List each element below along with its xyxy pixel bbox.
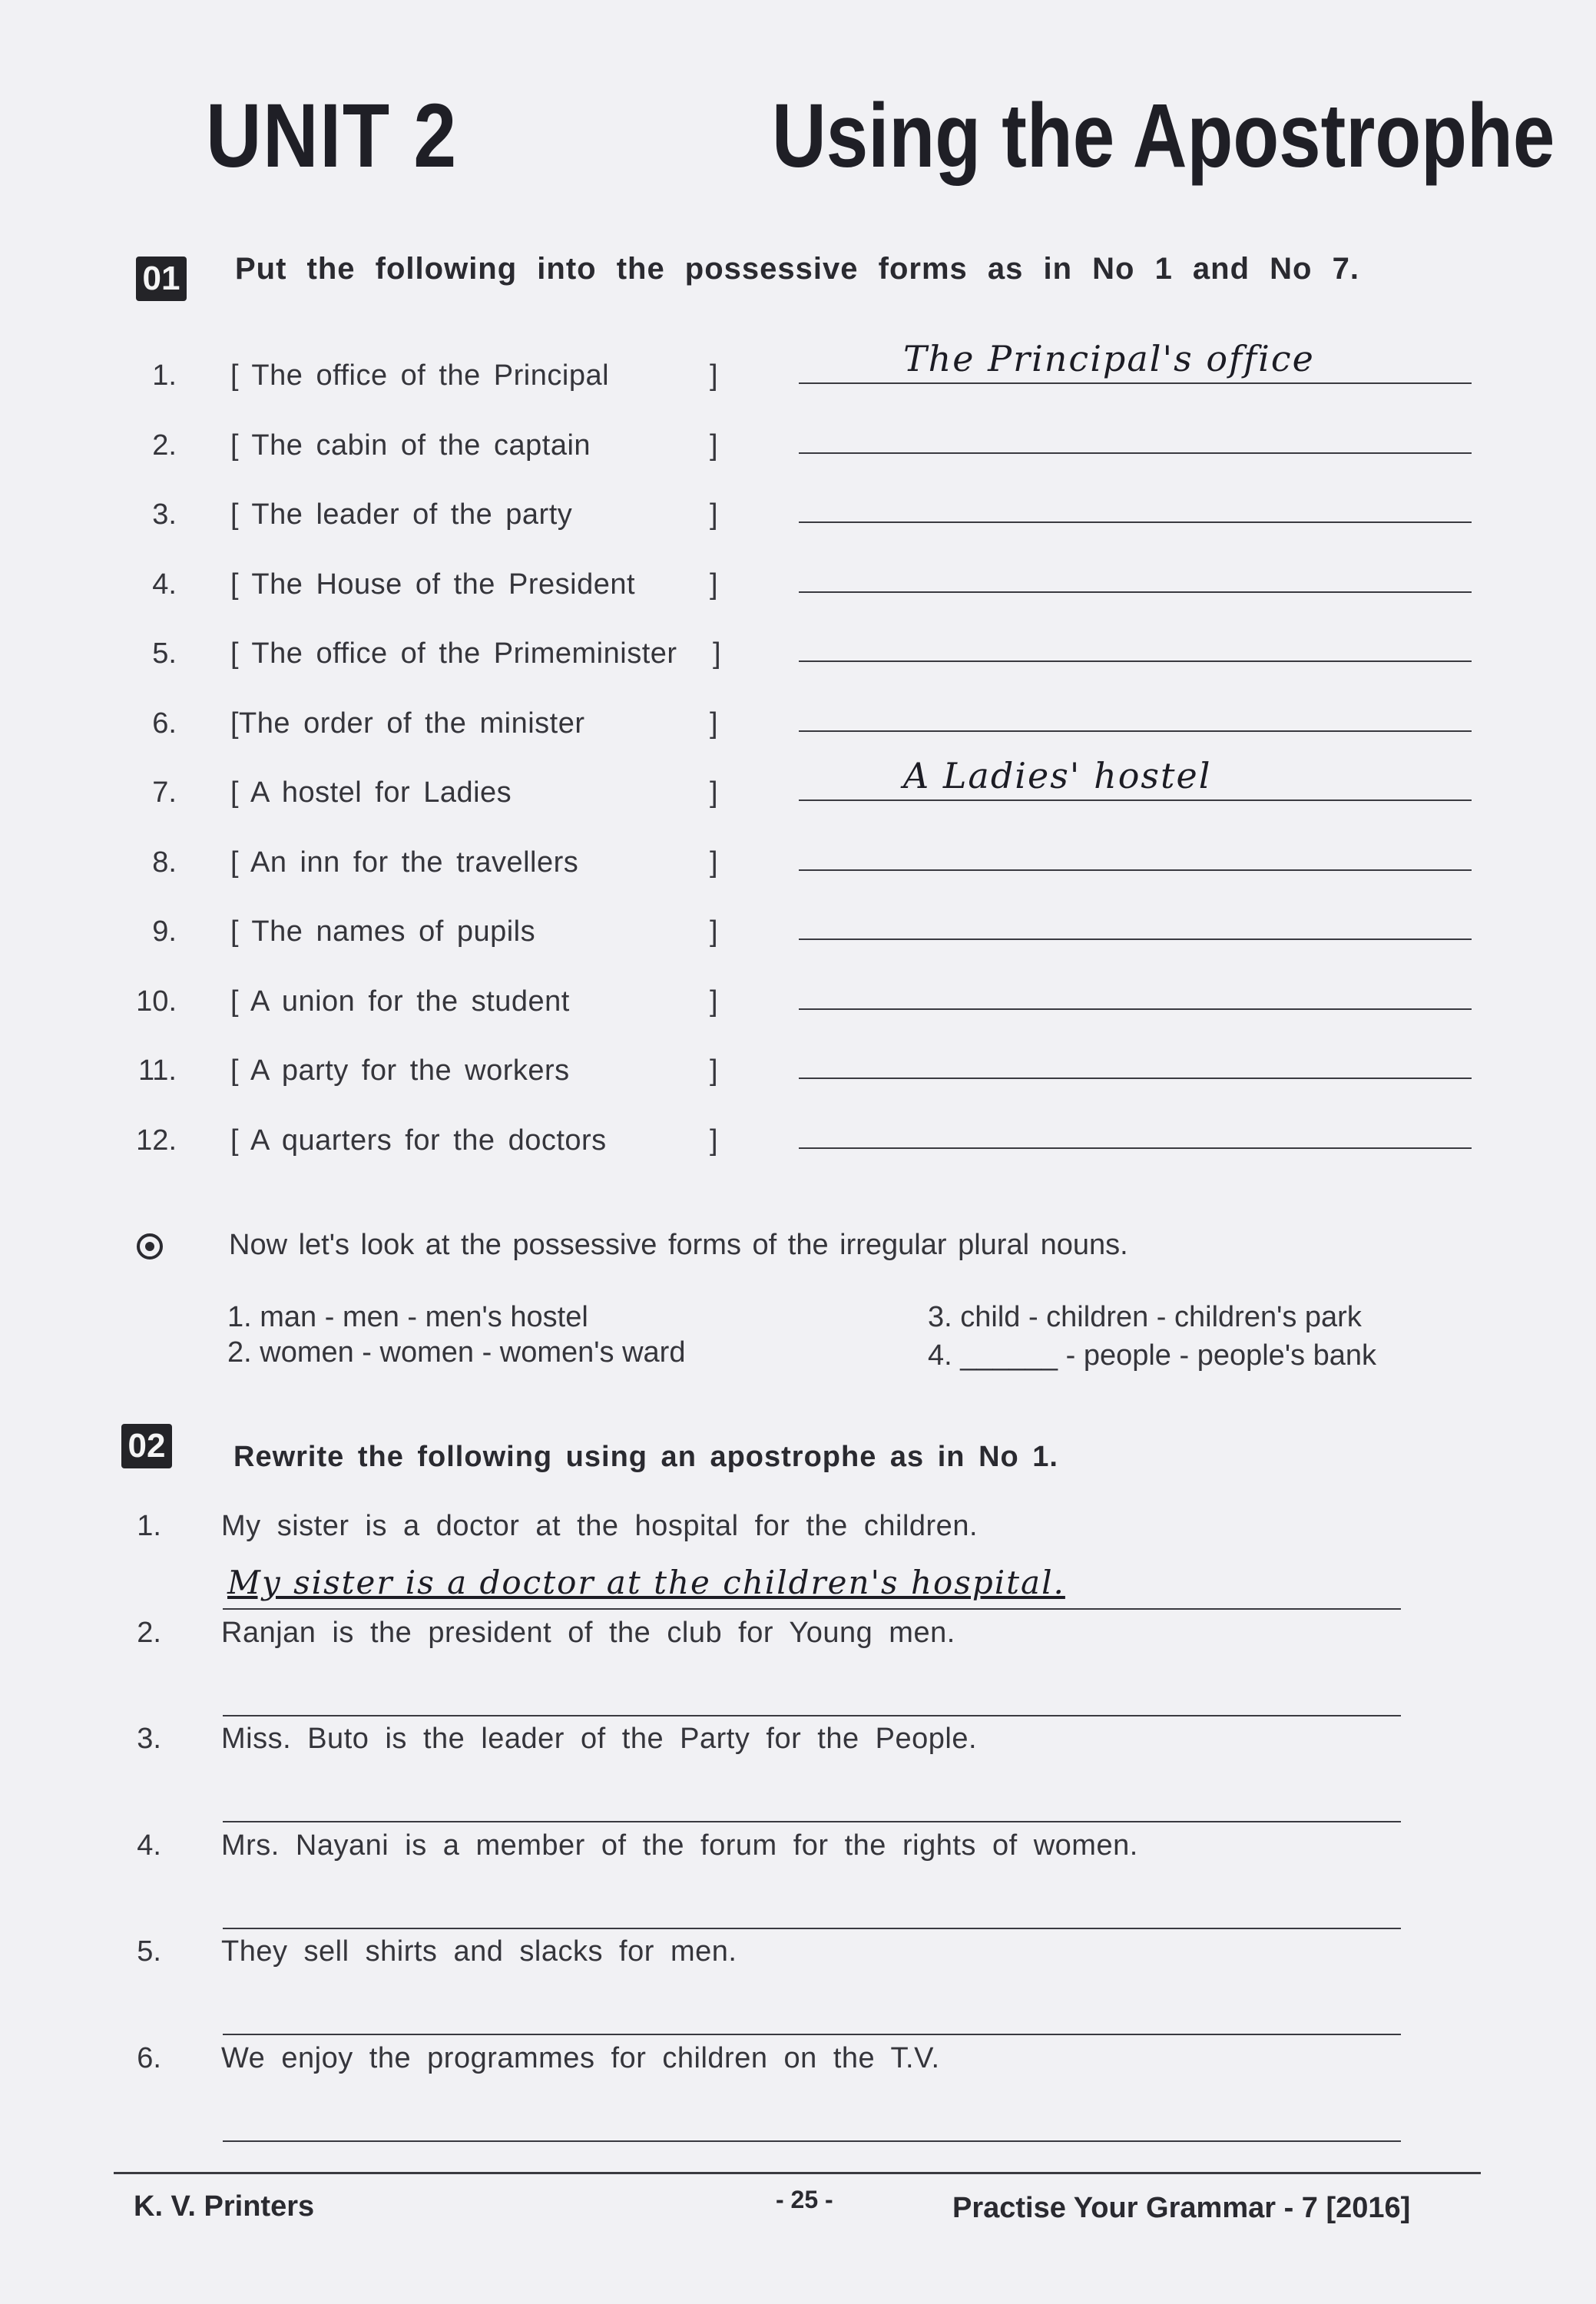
exercise-1-instruction: Put the following into the possessive forms as in No 1 and No 7.: [235, 252, 1359, 286]
answer-line[interactable]: [799, 452, 1472, 454]
phrase-text: [ A union for the student: [230, 985, 570, 1018]
item-number: 9.: [152, 915, 177, 948]
handwritten-answer: My sister is a doctor at the children's hospital.: [227, 1564, 1065, 1601]
publisher-name: K. V. Printers: [134, 2190, 315, 2223]
page-number: - 25 -: [776, 2186, 833, 2213]
answer-line[interactable]: [799, 591, 1472, 593]
answer-line[interactable]: [223, 1608, 1401, 1610]
closing-bracket: ]: [710, 1054, 718, 1087]
phrase-text: [ The office of the Principal: [230, 359, 610, 392]
phrase-text: [ The office of the Primeminister: [230, 637, 677, 670]
item-number: 2.: [152, 429, 177, 462]
answer-line[interactable]: [799, 938, 1472, 940]
answer-line[interactable]: [799, 1078, 1472, 1079]
handwritten-answer: A Ladies' hostel: [903, 755, 1212, 796]
phrase-text: [ The House of the President: [230, 568, 636, 601]
closing-bracket: ]: [710, 568, 718, 601]
closing-bracket: ]: [710, 915, 718, 948]
handwritten-answer: The Principal's office: [903, 338, 1315, 379]
closing-bracket: ]: [710, 498, 718, 531]
unit-heading: UNIT 2: [206, 85, 458, 187]
item-number: 10.: [136, 985, 177, 1018]
closing-bracket: ]: [710, 707, 718, 740]
page-title: Using the Apostrophe: [772, 85, 1555, 187]
sentence-text: Miss. Buto is the leader of the Party for the People.: [221, 1723, 978, 1755]
closing-bracket: ]: [710, 846, 718, 879]
item-number: 11.: [137, 1054, 177, 1087]
item-number: 4.: [152, 568, 177, 601]
answer-line[interactable]: [223, 2140, 1401, 2142]
answer-line[interactable]: [223, 1928, 1401, 1929]
answer-line[interactable]: [799, 869, 1472, 871]
sentence-text: We enjoy the programmes for children on the T.V.: [221, 2042, 940, 2074]
closing-bracket: ]: [710, 429, 718, 462]
irregular-plural-note: Now let's look at the possessive forms of the irregular plural nouns.: [229, 1229, 1128, 1261]
item-number: 4.: [137, 1829, 161, 1862]
item-number: 7.: [152, 776, 177, 809]
plural-example-4: 4. ______ - people - people's bank: [928, 1339, 1377, 1372]
phrase-text: [ A party for the workers: [230, 1054, 570, 1087]
item-number: 3.: [137, 1723, 161, 1755]
closing-bracket: ]: [710, 359, 718, 392]
phrase-text: [ The leader of the party: [230, 498, 573, 531]
plural-example-1: 1. man - men - men's hostel: [227, 1301, 588, 1333]
item-number: 1.: [137, 1510, 161, 1542]
exercise-1-badge: 01: [136, 257, 187, 301]
phrase-text: [ The names of pupils: [230, 915, 536, 948]
answer-line[interactable]: [223, 1715, 1401, 1716]
answer-line[interactable]: [799, 730, 1472, 732]
plural-example-3: 3. child - children - children's park: [928, 1301, 1362, 1333]
sentence-text: They sell shirts and slacks for men.: [221, 1935, 737, 1968]
answer-line[interactable]: [223, 1821, 1401, 1822]
item-number: 8.: [152, 846, 177, 879]
book-title: Practise Your Grammar - 7 [2016]: [952, 2192, 1411, 2224]
plural-example-2: 2. women - women - women's ward: [227, 1336, 686, 1369]
closing-bracket: ]: [713, 637, 721, 670]
answer-line[interactable]: [799, 382, 1472, 384]
closing-bracket: ]: [710, 1124, 718, 1157]
exercise-2-instruction: Rewrite the following using an apostrophe as in No 1.: [233, 1441, 1058, 1473]
item-number: 12.: [136, 1124, 177, 1157]
item-number: 6.: [152, 707, 177, 740]
answer-line[interactable]: [799, 1008, 1472, 1010]
footer-rule: [114, 2172, 1481, 2174]
item-number: 3.: [152, 498, 177, 531]
phrase-text: [The order of the minister: [230, 707, 585, 740]
exercise-2-badge: 02: [121, 1424, 172, 1468]
item-number: 5.: [137, 1935, 161, 1968]
item-number: 5.: [152, 637, 177, 670]
item-number: 2.: [137, 1617, 161, 1649]
answer-line[interactable]: [799, 799, 1472, 801]
answer-line[interactable]: [799, 521, 1472, 523]
item-number: 1.: [152, 359, 177, 392]
sentence-text: My sister is a doctor at the hospital for the children.: [221, 1510, 978, 1542]
closing-bracket: ]: [710, 776, 718, 809]
phrase-text: [ The cabin of the captain: [230, 429, 591, 462]
phrase-text: [ A quarters for the doctors: [230, 1124, 607, 1157]
phrase-text: [ An inn for the travellers: [230, 846, 579, 879]
item-number: 6.: [137, 2042, 161, 2074]
closing-bracket: ]: [710, 985, 718, 1018]
target-bullet-icon: [137, 1233, 163, 1260]
answer-line[interactable]: [223, 2034, 1401, 2035]
sentence-text: Ranjan is the president of the club for Young men.: [221, 1617, 955, 1649]
answer-line[interactable]: [799, 660, 1472, 662]
phrase-text: [ A hostel for Ladies: [230, 776, 512, 809]
sentence-text: Mrs. Nayani is a member of the forum for the rights of women.: [221, 1829, 1138, 1862]
answer-line[interactable]: [799, 1147, 1472, 1149]
